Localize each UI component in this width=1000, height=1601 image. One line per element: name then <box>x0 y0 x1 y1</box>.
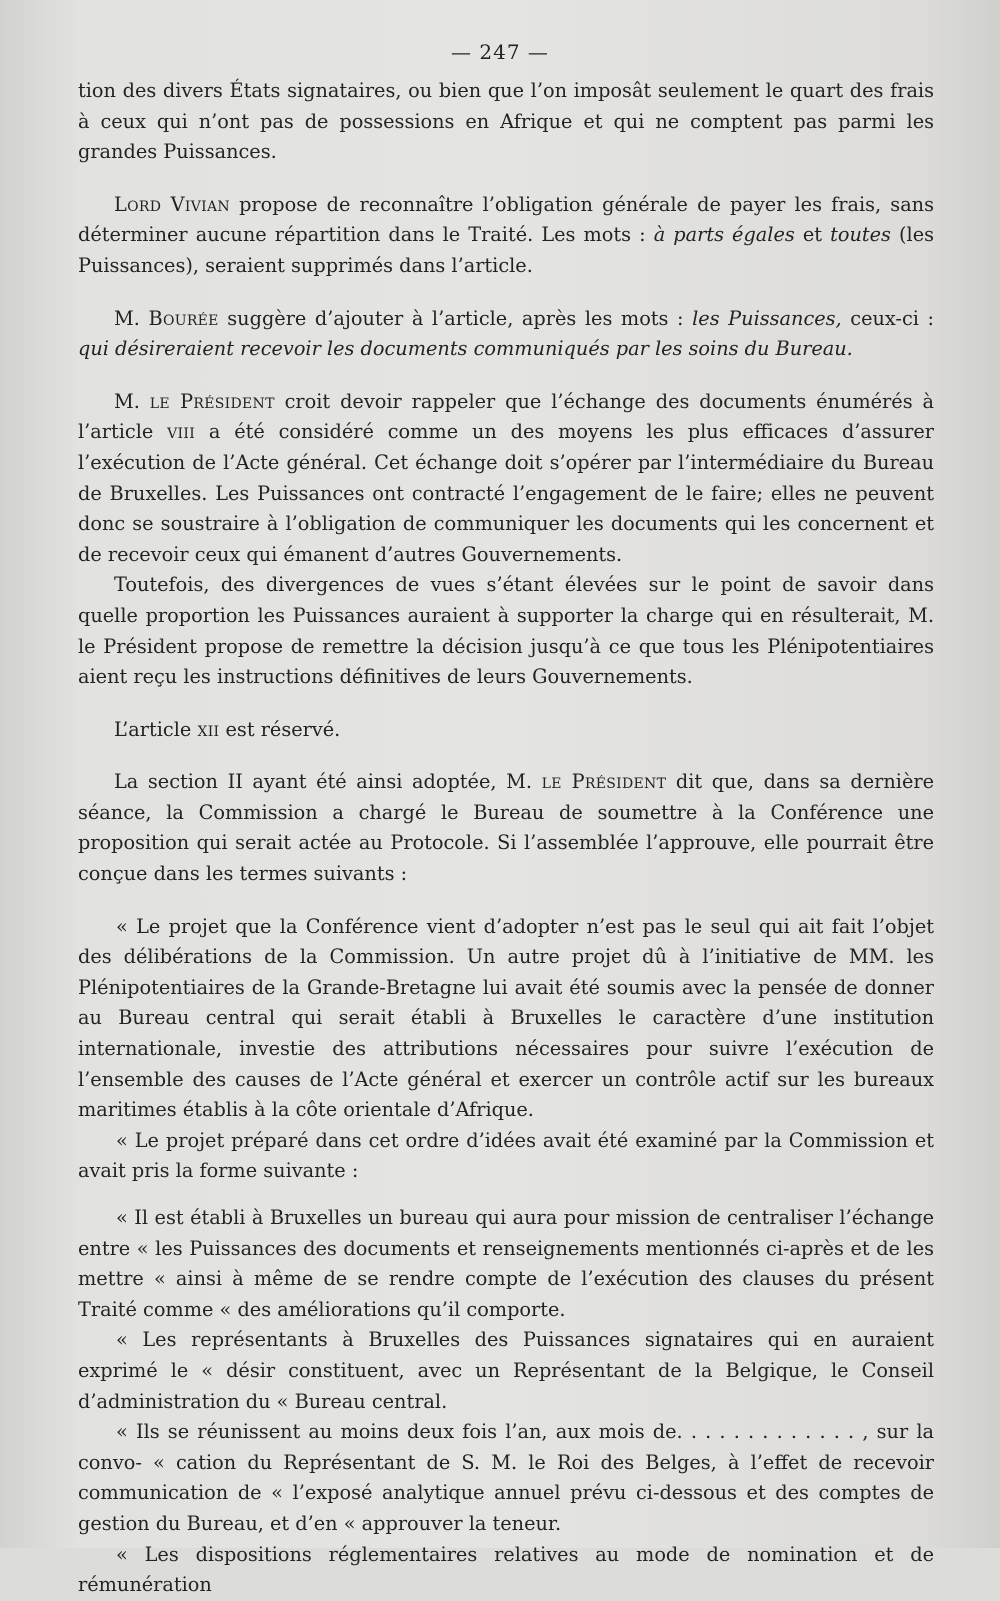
paragraph-5: Toutefois, des divergences de vues s’étant élevées sur le point de savoir dans quelle proportion les Puissances auraient à supporter la charge qui en résulterait, M. le Président propose de remettre la décision jusqu’à ce que tous les Plénipotentiaires aient reçu les instructions définitives de leurs Gouvernements. <box>78 573 934 689</box>
paragraph-2: Lord Vivian propose de reconnaître l’obligation générale de payer les frais, sans déterminer aucune répartition dans le Traité. Les mots : à parts égales et toutes (les Puissances), seraient supprimés dans l’article. <box>78 192 935 277</box>
quote-paragraph-5: « Ils se réunissent au moins deux fois l’an, aux mois de. . . . . . . . . . . . . , sur la convo- « cation du Représentant de S. M. le Roi des Belges, à l’effet de recevoir communication de « l’exposé analytique annuel prévu ci-dessous et des comptes de gestion du Bureau, et d’en « approuver la teneur. <box>78 1420 934 1535</box>
page-number: — 247 — <box>451 40 549 64</box>
speaker-name: le Président <box>149 389 275 413</box>
quote-paragraph-1: « Le projet que la Conférence vient d’adopter n’est pas le seul qui ait fait l’objet des délibérations de la Commission. Un autre projet dû à l’initiative de MM. les Plénipotentiaires de la Grande-Bretagne lui avait été soumis avec la pensée de donner au Bureau central qui serait établi à Bruxelles le caractère d’une institution internationale, investie des attributions nécessaires pour suivre l’exécution de l’ensemble des causes de l’Acte général et exercer un contrôle actif sur les bureaux maritimes établis à la côte orientale d’Afrique. <box>78 914 934 1122</box>
quote-paragraph-2: « Le projet préparé dans cet ordre d’idées avait été examiné par la Commission et avait pris la forme suivante : <box>78 1128 934 1183</box>
quoted-words: qui désireraient recevoir les documents communiqués par les soins du Bureau. <box>78 337 853 361</box>
quoted-words: les Puissances, <box>692 306 842 330</box>
speaker-name: Lord Vivian <box>114 192 230 216</box>
quote-paragraph-4: « Les représentants à Bruxelles des Puissances signataires qui en auraient exprimé le « désir constituent, avec un Représentant de la Belgique, le Conseil d’administration du « Bureau central. <box>78 1328 934 1413</box>
article-number: viii <box>167 420 196 444</box>
speaker-name: Bourée <box>148 306 219 330</box>
quote-paragraph-6: « Les dispositions réglementaires relatives au mode de nomination et de rémunération <box>78 1542 934 1597</box>
paragraph-1: tion des divers États signataires, ou bien que l’on imposât seulement le quart des frais à ceux qui n’ont pas de possessions en Afrique et qui ne comptent pas parmi les grandes Puissances. <box>78 79 934 164</box>
quote-paragraph-3: « Il est établi à Bruxelles un bureau qui aura pour mission de centraliser l’échange entre « les Puissances des documents et renseignements mentionnés ci-après et de les mettre « ainsi à même de se rendre compte de l’exécution des clauses du présent Traité comme « des améliorations qu’il comporte. <box>78 1206 934 1321</box>
quoted-words: toutes <box>830 223 891 247</box>
body-text <box>78 76 934 1601</box>
quoted-words: à parts égales <box>653 223 795 247</box>
paragraph-4: M. le Président croit devoir rappeler que l’échange des documents énumérés à l’article viii a été considéré comme un des moyens les plus efficaces d’assurer l’exécution de l’Acte général. Cet échange doit s’opérer par l’intermédiaire du Bureau de Bruxelles. Les Puissances ont contracté l’engagement de le faire; elles ne peuvent donc se soustraire à l’obligation de communiquer les documents qui les concernent et de recevoir ceux qui émanent d’autres Gouvernements. <box>78 389 934 566</box>
article-number: xii <box>197 717 220 741</box>
speaker-name: le Président <box>541 770 667 794</box>
paragraph-3: M. Bourée suggère d’ajouter à l’article, après les mots : les Puissances, ceux-ci : qui désireraient recevoir les documents communiqués par les soins du Bureau. <box>78 306 934 361</box>
paragraph-7: La section II ayant été ainsi adoptée, M. le Président dit que, dans sa dernière séance, la Commission a chargé le Bureau de soumettre à la Conférence une proposition qui serait actée au Protocole. Si l’assemblée l’approuve, elle pourrait être conçue dans les termes suivants : <box>78 770 934 886</box>
paragraph-6: L’article xii est réservé. <box>114 717 341 741</box>
